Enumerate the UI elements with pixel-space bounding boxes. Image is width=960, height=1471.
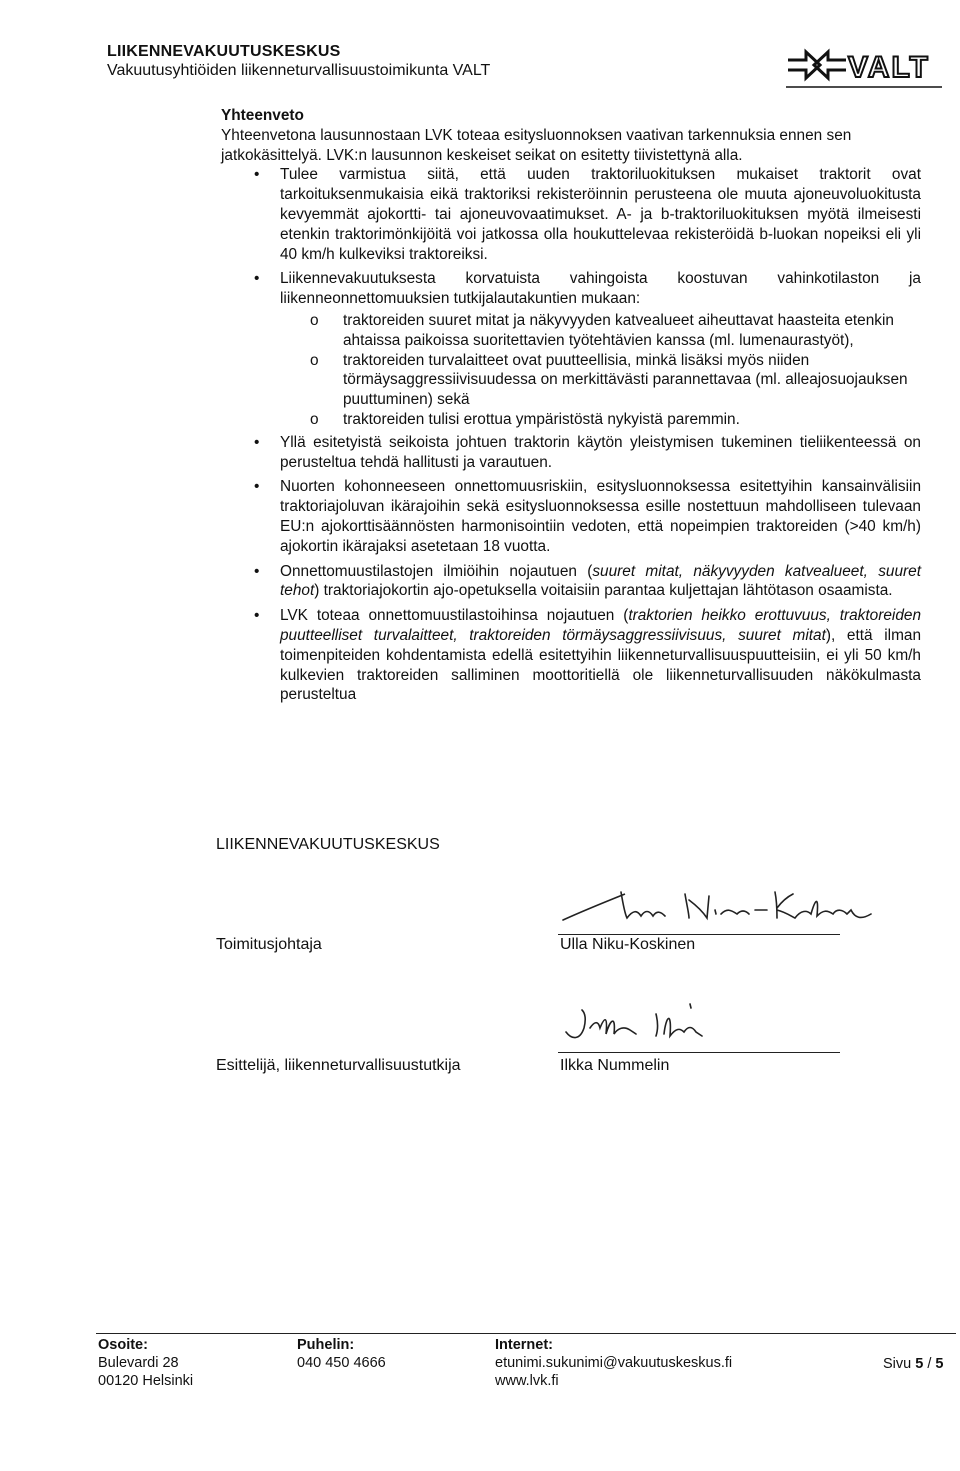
footer-address [98, 1336, 193, 1390]
footer-address-line-1: Bulevardi 28 [98, 1355, 179, 1371]
footer-phone [297, 1336, 386, 1372]
page-number [883, 1356, 944, 1372]
sub-text: traktoreiden tulisi erottua ympäristöstä nykyistä paremmin. [343, 410, 740, 428]
signature-role-1: Toimitusjohtaja [216, 936, 322, 953]
page-prefix: Sivu [883, 1356, 916, 1372]
signature-line [558, 934, 840, 935]
sub-bullet: o [310, 410, 319, 428]
bullet-text-pre: LVK toteaa onnettomuustilastoihinsa nojautuen ( [280, 607, 629, 625]
sub-item [280, 410, 921, 430]
sub-list [280, 311, 921, 430]
sub-item [280, 351, 921, 410]
bullet-text-post: ), että ilman toimenpiteiden kohdentamista edellä esitettyihin liikenneturvallisuuspuutteisiin, ei yli 50 km/h kulkevien traktoreiden salliminen moottoritiellä ole liikenneturvallisuuden näkökulmasta perusteltua [280, 626, 922, 704]
signature-role-2: Esittelijä, liikenneturvallisuustutkija [216, 1057, 461, 1074]
page-separator: / [923, 1356, 936, 1372]
footer-address-line-2: 00120 Helsinki [98, 1373, 194, 1389]
bullet-text-emphasis: traktorien heikko erottuvuus, traktoreiden puutteelliset turvalaitteet, traktoreiden törmäysaggressiivisuus, suuret mitat [280, 607, 921, 644]
signature-name-2: Ilkka Nummelin [560, 1057, 670, 1074]
sub-bullet: o [310, 351, 319, 369]
footer-phone-number: 040 450 4666 [297, 1355, 386, 1371]
signature-ulla-image [555, 880, 885, 932]
letterhead [107, 42, 490, 81]
bullet-dot: • [254, 562, 260, 580]
sub-text: traktoreiden turvalaitteet ovat puutteellisia, minkä lisäksi myös niiden törmäysaggressiivisuudessa on merkittävästi parannettavaa (ml. alleajosuojauksen puuttuminen) sekä [343, 351, 908, 409]
bullet-dot: • [254, 607, 260, 625]
bullet-item [221, 477, 921, 556]
signature-line [558, 1052, 840, 1053]
logo-text: VALT [848, 51, 930, 84]
summary-heading: Yhteenveto [221, 107, 304, 124]
bullet-text: Nuorten kohonneeseen onnettomuusriskiin, esitysluonnoksessa esitettyihin kansainvälisiin traktoriajoluvan ikärajoihin sekä esitysluonnoksessa esille nostettuun mahdolliseen tulevaan EU:n ajokorttisäännösten harmonisointiin vedoten, että nopeimpien traktoreiden (>40 km/h) ajokortin ikärajaksi asetetaan 18 vuotta. [280, 478, 921, 555]
sub-item [280, 311, 921, 351]
footer-internet-label: Internet: [495, 1337, 553, 1353]
bullet-text: Tulee varmistua siitä, että uuden traktoriluokituksen mukaiset traktorit ovat tarkoituksenmukaisia eikä traktoriksi rekisteröinnin perusteena ole muuta ajoneuvoluokitusta kevyemmät ajokortti- tai ajoneuvovaatimukset. A- ja b-traktoriluokituksen myötä ilmeisesti etenkin traktorimönkijöitä voi jatkossa olla houkuttelevaa rekisteröidä b-luokan nopeiksi eli yli 40 km/h kulkeviksi traktoreiksi. [280, 166, 921, 263]
bullet-text-emphasis: suuret mitat, näkyvyyden katvealueet, suuret tehot [280, 562, 921, 600]
bullet-dot: • [254, 166, 260, 184]
bullet-item [221, 269, 921, 429]
footer-rule [96, 1333, 956, 1334]
summary-bullet-list [221, 165, 921, 705]
bullet-item [221, 433, 921, 473]
bullet-item [221, 606, 921, 705]
bullet-item [221, 562, 921, 602]
bullet-dot: • [254, 433, 260, 451]
footer-email[interactable]: etunimi.sukunimi@vakuutuskeskus.fi [495, 1355, 733, 1371]
bullet-text-post: ) traktoriajokortin ajo-opetuksella voitaisiin parantaa kuljettajan lähtötason osaamista. [314, 582, 893, 600]
page-total: 5 [935, 1356, 944, 1372]
bullet-text: Yllä esitetyistä seikoista johtuen traktorin käytön yleistymisen tukeminen tieliikenteessä on perusteltua tehdä hallitusti ja varautuen. [280, 433, 921, 471]
signature-ilkka-image [560, 998, 730, 1050]
footer-internet [495, 1336, 732, 1390]
summary-intro: Yhteenvetona lausunnostaan LVK toteaa esitysluonnoksen vaativan tarkennuksia ennen sen jatkokäsittelyä. LVK:n lausunnon keskeiset seikat on esitetty tiivistettynä alla. [221, 126, 852, 164]
bullet-dot: • [254, 478, 260, 496]
summary-section [221, 106, 921, 710]
sub-bullet: o [310, 311, 319, 329]
signature-org: LIIKENNEVAKUUTUSKESKUS [216, 836, 440, 853]
footer-address-label: Osoite: [98, 1337, 148, 1353]
org-subtitle: Vakuutusyhtiöiden liikenneturvallisuustoimikunta VALT [107, 62, 491, 79]
bullet-item [221, 165, 921, 264]
sub-text: traktoreiden suuret mitat ja näkyvyyden katvealueet aiheuttavat haasteita etenkin ahtaissa paikoissa suoritettavien työtehtävien kanssa (ml. lumenaurastyöt), [343, 311, 894, 349]
bullet-text-pre: Onnettomuustilastojen ilmiöihin nojautuen ( [280, 562, 593, 580]
footer-website[interactable]: www.lvk.fi [495, 1373, 559, 1389]
org-name: LIIKENNEVAKUUTUSKESKUS [107, 43, 341, 60]
valt-logo [786, 40, 942, 90]
footer-phone-label: Puhelin: [297, 1337, 355, 1353]
page-current: 5 [915, 1356, 924, 1372]
bullet-dot: • [254, 270, 260, 288]
signature-name-1: Ulla Niku-Koskinen [560, 936, 696, 953]
bullet-text: Liikennevakuutuksesta korvatuista vahingoista koostuvan vahinkotilaston ja liikenneonnettomuuksien tutkijalautakuntien mukaan: [280, 270, 921, 308]
